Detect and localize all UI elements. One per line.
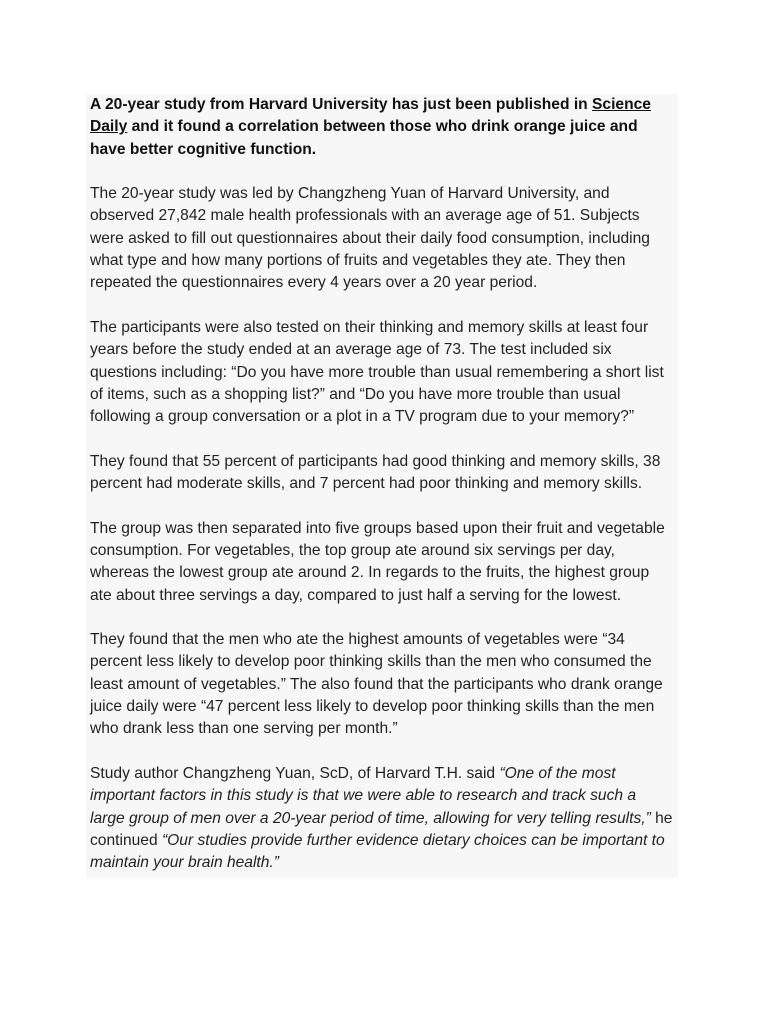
article-body (86, 94, 678, 878)
quote-intro: Study author Changzheng Yuan, ScD, of Harvard T.H. said (90, 764, 500, 782)
lead-text-before: A 20-year study from Harvard University has just been published in (90, 96, 593, 113)
quote-second: “Our studies provide further evidence dietary choices can be important to maintain your brain health.” (90, 831, 665, 872)
paragraph-study-overview: The 20-year study was led by Changzheng Yuan of Harvard University, and observed 27,842 male health professionals with an average age of 51. Subjects were asked to fill out questionnaires about their daily food consumption, including what type and how many portions of fruits and vegetables they ate. They then repeated the questionnaires every 4 years over a 20 year period. (90, 185, 650, 292)
science-daily-link[interactable]: Science Daily (90, 96, 651, 136)
paragraph-memory-test: The participants were also tested on their thinking and memory skills at least four years before the study ended at an average age of 73. The test included six questions including: “Do you have more trouble than usual remembering a short list of items, such as a shopping list?” and “Do you have more trouble than usual following a group conversation or a plot in a TV program due to your memory?” (90, 318, 664, 426)
paragraph-orange-juice-findings: They found that the men who ate the highest amounts of vegetables were “34 percent less likely to develop poor thinking skills than the men who consumed the least amount of vegetables.” The also found that the participants who drank orange juice daily were “47 percent less likely to develop poor thinking skills than the men who drank less than one serving per month.” (90, 631, 663, 738)
paragraph-results-percentages: They found that 55 percent of participants had good thinking and memory skills, 38 percent had moderate skills, and 7 percent had poor thinking and memory skills. (90, 452, 661, 493)
quote-middle: he continued (90, 809, 673, 849)
lead-text-after: and it found a correlation between those who drink orange juice and have better cognitive function. (90, 118, 638, 158)
lead-paragraph (90, 94, 674, 161)
paragraph-author-quote (90, 763, 674, 874)
paragraph-consumption-groups: The group was then separated into five groups based upon their fruit and vegetable consumption. For vegetables, the top group ate around six servings per day, whereas the lowest group ate around 2. In regards to the fruits, the highest group ate about three servings a day, compared to just half a serving for the lowest. (90, 519, 665, 604)
quote-first: “One of the most important factors in this study is that we were able to research and track such a large group of men over a 20-year period of time, allowing for very telling results,” (90, 764, 651, 827)
